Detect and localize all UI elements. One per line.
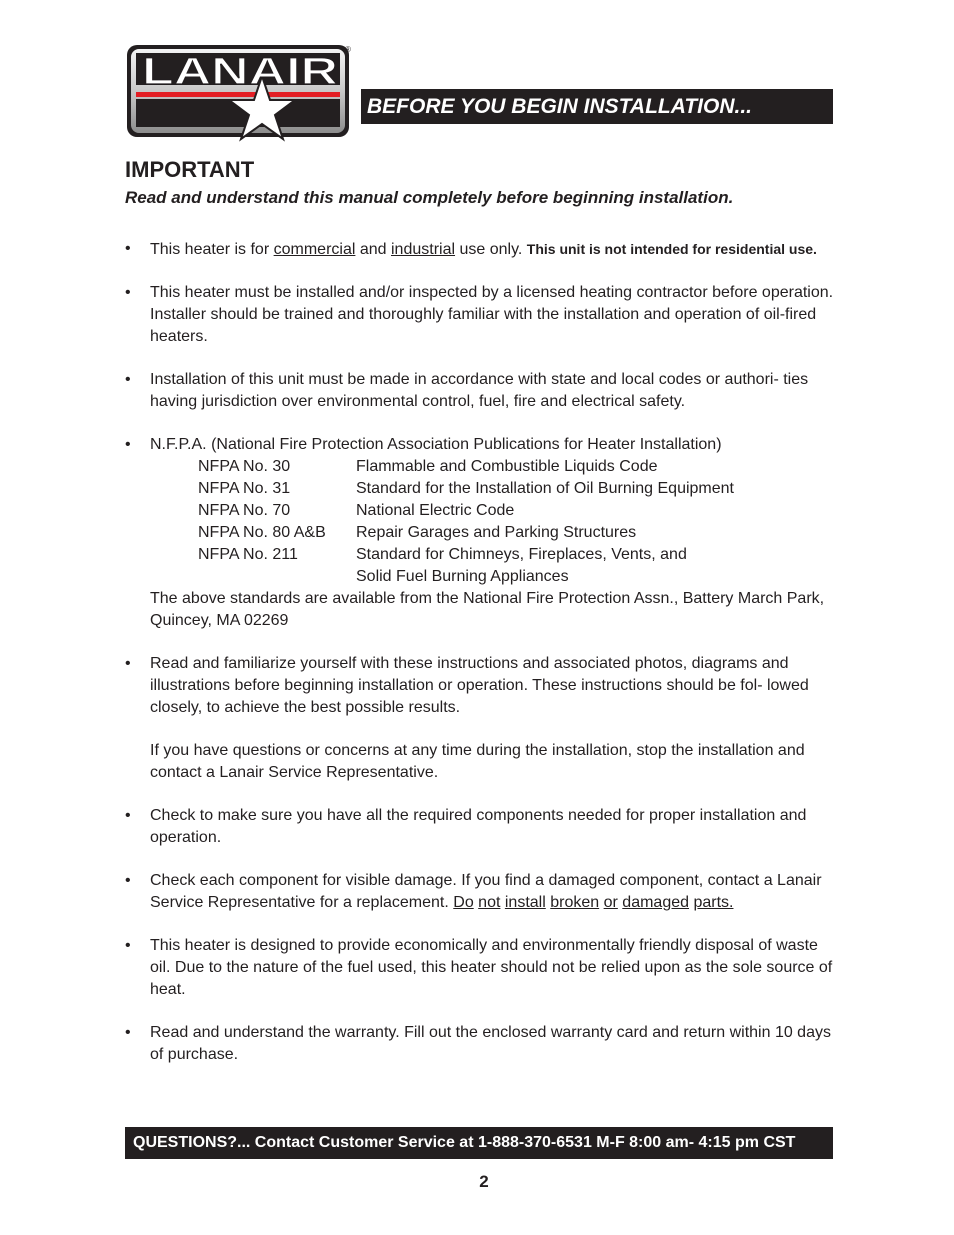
nfpa-desc: Flammable and Combustible Liquids Code [356, 458, 658, 475]
bullet: • [125, 872, 131, 889]
contact-footer-bar [125, 1127, 833, 1159]
important-subtitle: Read and understand this manual completely before beginning installation. [125, 188, 734, 207]
nfpa-code: NFPA No. 211 [198, 546, 298, 563]
bullet: • [125, 807, 131, 824]
nfpa-intro: N.F.P.A. (National Fire Protection Association Publications for Heater Installation) [150, 436, 722, 453]
residential-warning: This unit is not intended for residential use. [526, 241, 817, 257]
nfpa-desc: National Electric Code [356, 502, 515, 519]
page-number: 2 [479, 1172, 489, 1191]
nfpa-outro: The above standards are available from the National Fire Protection Assn., Battery March Park, Quincey, MA 02269 [150, 590, 825, 629]
nfpa-row [150, 522, 835, 544]
logo-wordmark: LANAIR [142, 51, 338, 93]
list-item-components: • Check to make sure you have all the required components needed for proper installation and operation. [125, 807, 807, 846]
nfpa-code: NFPA No. 80 A&B [198, 524, 326, 541]
bullet: • [125, 436, 131, 453]
bullet: • [125, 655, 131, 672]
bullet: • [125, 240, 131, 257]
bullet: • [125, 1024, 131, 1041]
nfpa-desc: Standard for Chimneys, Fireplaces, Vents, and [356, 546, 687, 563]
list-item-familiarize: • Read and familiarize yourself with these instructions and associated photos, diagrams and illustrations before beginning installation or operation. These instructions should be fol- lowed closely, to achieve the best possible results. If you have questions or concerns at any time during the installation, stop the installation and contact a Lanair Service Representative. [125, 653, 835, 784]
nfpa-row [150, 478, 835, 500]
registered-mark: ® [345, 45, 351, 54]
list-item-commercial-use: • This heater is for commercial and industrial use only. This unit is not intended for residential use. [125, 240, 817, 258]
industrial-underlined: industrial [391, 241, 456, 258]
nfpa-code: NFPA No. 30 [198, 458, 291, 475]
list-item-warranty: • Read and understand the warranty. Fill out the enclosed warranty card and return within 10 days of purchase. [125, 1024, 831, 1063]
important-heading: IMPORTANT [125, 157, 255, 182]
list-item-eco: • This heater is designed to provide economically and environmentally friendly disposal of waste oil. Due to the nature of the fuel used, this heater should not be relied upon as the sole source of heat. [125, 937, 833, 998]
questions-paragraph: If you have questions or concerns at any time during the installation, stop the installation and contact a Lanair Service Representative. [150, 742, 805, 781]
nfpa-desc: Repair Garages and Parking Structures [356, 524, 637, 541]
bullet: • [125, 371, 131, 388]
lanair-logo [124, 42, 356, 142]
nfpa-row [150, 566, 835, 588]
nfpa-desc: Solid Fuel Burning Appliances [356, 568, 569, 585]
list-item-damage: • Check each component for visible damage. If you find a damaged component, contact a Lanair Service Representative for a replacement. Do not install broken or damaged parts. [125, 872, 822, 911]
nfpa-row [150, 500, 835, 522]
nfpa-code [198, 566, 356, 588]
nfpa-row [150, 544, 835, 566]
nfpa-code: NFPA No. 31 [198, 480, 291, 497]
instructions-list [125, 238, 835, 1066]
section-title: BEFORE YOU BEGIN INSTALLATION... [367, 95, 753, 118]
list-item-local-codes: • Installation of this unit must be made in accordance with state and local codes or authori- ties having jurisdiction over environmental control, fuel, fire and electrical safety. [125, 371, 809, 410]
nfpa-code: NFPA No. 70 [198, 502, 291, 519]
bullet: • [125, 284, 131, 301]
contact-text: QUESTIONS?... Contact Customer Service at 1-888-370-6531 M-F 8:00 am- 4:15 pm CST [133, 1134, 796, 1151]
nfpa-row [150, 456, 835, 478]
list-item-nfpa [125, 434, 835, 632]
bullet: • [125, 937, 131, 954]
nfpa-desc: Standard for the Installation of Oil Burning Equipment [356, 480, 734, 497]
commercial-underlined: commercial [273, 241, 356, 258]
section-header-bar [361, 89, 833, 124]
list-item-licensed-contractor: • This heater must be installed and/or inspected by a licensed heating contractor before operation. Installer should be trained and thoroughly familiar with the installation and operation of oil-fired heaters. [125, 284, 834, 345]
